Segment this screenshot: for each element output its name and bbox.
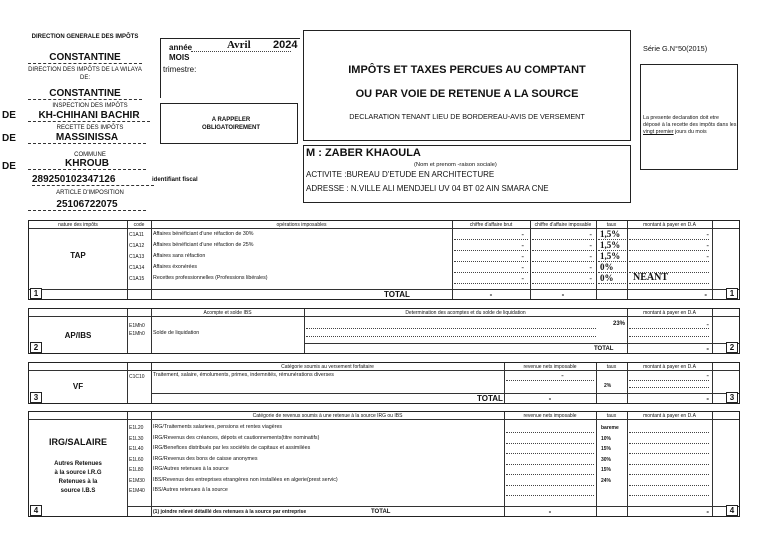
tap-row-code: C1A12	[129, 243, 145, 249]
margin-number-3: 3	[726, 392, 738, 403]
period-box	[160, 38, 300, 98]
irg-row-code: E1M40	[129, 488, 145, 494]
vf-header-categorie: Catégorie soumis au versement forfaitaire	[281, 364, 374, 370]
notice-box	[640, 64, 738, 170]
trimestre-label: trimestre:	[163, 65, 197, 74]
tap-row-montant: -	[706, 230, 709, 239]
col-nature: nature des impôts	[58, 222, 98, 228]
irg-label-retenues: Retenues à la	[58, 479, 98, 485]
vf-total-revenue: -	[548, 394, 552, 403]
irg-row-taux: 15%	[601, 467, 612, 473]
tap-row-brut: -	[521, 252, 524, 261]
inspection-value: KH-CHIHANI BACHIR	[28, 110, 150, 122]
form-title-line2: OU PAR VOIE DE RETENUE A LA SOURCE	[355, 88, 579, 100]
ap-header-determination: Determination des acomptes et du solde de liquidation	[405, 310, 526, 316]
vf-revenue: -	[561, 371, 564, 380]
irg-row-operation: IRG/Benefices distribués par les sociétés de capitaux et assimilées	[153, 445, 311, 451]
contributor-name-caption: (Nom et prenom -raison sociale)	[414, 162, 497, 168]
tap-row-montant: -	[706, 252, 709, 261]
tap-row-taux: 1,5%	[600, 240, 621, 250]
tap-row-brut: -	[521, 263, 524, 272]
irg-footnote: (1) joindre relevé détaillé des retenues à la source par entreprise	[153, 509, 307, 515]
section-number-4: 4	[30, 505, 42, 516]
tap-row-taux: 0%	[600, 273, 614, 283]
vf-taux: 2%	[604, 383, 612, 389]
irg-row-taux: 15%	[601, 446, 612, 452]
irg-row-code: E1L20	[129, 425, 144, 431]
vf-header-revenue: revenue nets imposable	[523, 364, 577, 370]
tap-row-code: C1A11	[129, 232, 144, 238]
vf-code: C1C10	[129, 374, 145, 380]
inspection-label: INSPECTION DES IMPÔTS	[52, 103, 128, 109]
ap-total-label: TOTAL	[594, 346, 614, 352]
direction-generale-value: CONSTANTINE	[28, 52, 142, 64]
irg-label-irg: à la source I.R.G	[54, 470, 102, 476]
irg-header-montant: montant à payer en D.A	[643, 413, 696, 419]
vf-total-label: TOTAL	[477, 394, 503, 403]
tap-section	[28, 220, 740, 300]
irg-label-autres: Autres Retenues	[54, 461, 102, 467]
tap-row-operation: Recettes professionnelles (Professions libérales)	[153, 275, 268, 281]
inspection-de: DE	[2, 110, 16, 121]
tap-row-imposable: -	[589, 263, 592, 272]
contributor-activity: ACTIVITE :BUREAU D'ETUDE EN ARCHITECTURE	[306, 170, 495, 179]
form-title-box	[303, 30, 631, 141]
contributor-name: M : ZABER KHAOULA	[306, 147, 421, 159]
identifiant-fiscal-label: identifiant fiscal	[152, 177, 198, 183]
irg-row-code: E1L80	[129, 467, 144, 473]
ap-label: AP/IBS	[64, 331, 92, 340]
irg-header-revenue: revenue nets imposable	[523, 413, 577, 419]
irg-row-operation: IBS/Autres retenues à la source	[153, 487, 228, 493]
margin-number-1: 1	[726, 288, 738, 299]
margin-number-4: 4	[726, 505, 738, 516]
tap-row-taux: 1,5%	[600, 251, 621, 261]
commune-value: KHROUB	[28, 158, 146, 170]
tap-row-brut: -	[521, 274, 524, 283]
ap-code-2: E1Mh0	[129, 331, 145, 337]
annee-label: année	[169, 43, 193, 52]
ap-code-1: E1Mh0	[129, 323, 145, 329]
form-subtitle: DECLARATION TENANT LIEU DE BORDEREAU-AVIS DE VERSEMENT	[349, 112, 585, 121]
tap-row-montant: -	[706, 241, 709, 250]
ap-taux: 23%	[612, 321, 625, 327]
col-operations: opérations imposables	[276, 222, 327, 228]
ap-ibs-section	[28, 308, 740, 354]
margin-number-2: 2	[726, 342, 738, 353]
irg-total-label: TOTAL	[371, 509, 391, 515]
tap-row-taux: 0%	[600, 262, 614, 272]
irg-row-operation: IBS/Revenus des entreprises etrangères non installées en algerie(prest servic)	[153, 476, 338, 483]
tap-total-montant: -	[704, 290, 707, 299]
recette-label: RECETTE DES IMPÔTS	[56, 125, 124, 131]
vf-header-montant: montant à payer en D.A	[643, 364, 696, 370]
annee-month: Avril	[227, 39, 251, 51]
irg-row-operation: IRG/Traitements salariees, pensions et rentes viagères	[153, 424, 283, 430]
notice-text: La presente declaration doit etre déposé à la recette des impôts dans les vingt premier jours du mois	[643, 115, 737, 135]
ap-op: Solde de liquidation	[153, 330, 200, 336]
tap-row-taux: 1,5%	[600, 229, 621, 239]
annee-year: 2024	[273, 39, 298, 51]
tap-row-operation: Affaires sans réfaction	[153, 253, 206, 259]
recette-value: MASSINISSA	[28, 132, 146, 144]
article-label: ARTICLE D'IMPOSITION	[56, 190, 124, 196]
irg-label-ibs: source I.B.S	[60, 488, 96, 494]
section-number-1: 1	[30, 288, 42, 299]
tap-row-imposable: -	[589, 252, 592, 261]
irg-row-taux: 10%	[601, 435, 612, 442]
section-number-2: 2	[30, 342, 42, 353]
tap-row-operation: Affaires bénéficiant d'une réfaction de 25%	[153, 242, 254, 248]
serie-number: Série G.N°50(2015)	[643, 44, 708, 53]
tap-row-brut: -	[521, 230, 524, 239]
tap-row-imposable: -	[589, 230, 592, 239]
irg-row-taux: 24%	[601, 477, 612, 484]
vf-label: VF	[72, 382, 84, 391]
col-code: code	[133, 222, 145, 228]
vf-total-montant: -	[706, 394, 709, 403]
identifiant-fiscal-value: 289250102347126	[32, 174, 154, 186]
col-ca-brut: chiffre d'affaire brut	[469, 222, 513, 228]
irg-header-taux: taux	[606, 413, 617, 419]
irg-total-revenue: -	[548, 507, 552, 516]
tap-total-brut: -	[489, 290, 493, 299]
irg-header-categorie: Catégorie de revenus soumis à une retenue à la source IRG ou IBS	[252, 413, 403, 419]
tap-label: TAP	[70, 251, 86, 260]
vf-section	[28, 362, 740, 404]
vf-op: Traitement, salaire, émoluments, primes, indemnités, rémunérations diverses	[153, 372, 334, 378]
direction-generale-label: DIRECTION GENERALE DES IMPÔTS	[31, 34, 139, 40]
irg-row-code: E1L40	[129, 446, 144, 452]
tap-total-label: TOTAL	[384, 290, 410, 299]
tap-row-brut: -	[521, 241, 524, 250]
tap-row-code: C1A14	[129, 265, 145, 271]
article-value: 25106722075	[28, 199, 146, 211]
direction-wilaya-label: DIRECTION DES IMPÔTS DE LA WILAYA DE:	[28, 67, 142, 81]
irg-row-code: E1M30	[129, 477, 145, 484]
irg-label: IRG/SALAIRE	[48, 437, 107, 447]
mois-label: MOIS	[169, 53, 190, 62]
ap-header-montant: montant à payer en D.A	[643, 310, 696, 316]
section-number-3: 3	[30, 392, 42, 403]
form-title-line1: IMPÔTS ET TAXES PERCUES AU COMPTANT	[348, 64, 586, 76]
col-montant: montant à payer en D.A	[643, 222, 696, 228]
rappeler-text: A RAPPELER OBLIGATOIREMENT	[201, 117, 261, 131]
rappeler-box	[160, 103, 298, 144]
irg-row-operation: IRG/Revenus des créances, dépots et cautionnements(titre nominatifs)	[153, 434, 320, 441]
ap-header-acompte: Acompte et solde IBS	[203, 310, 252, 316]
ap-total-montant: -	[706, 344, 709, 353]
col-ca-imposable: chiffre d'affaire imposable	[534, 222, 592, 228]
irg-total-montant: -	[706, 507, 709, 516]
irg-row-operation: IRG/Revenus des bons de caisse anonymes	[153, 455, 258, 462]
irg-row-operation: IRG/Autres retenues à la source	[153, 466, 229, 472]
irg-row-code: E1L60	[129, 456, 144, 463]
vf-header-taux: taux	[606, 364, 617, 370]
vf-montant: -	[706, 371, 709, 380]
tap-row-operation: Affaires éxonérées	[153, 264, 198, 270]
ap-montant: -	[706, 320, 709, 329]
commune-label: COMMUNE	[74, 152, 106, 158]
tap-row-code: C1A13	[129, 254, 145, 260]
irg-section	[28, 411, 740, 517]
tap-row-imposable: -	[589, 241, 592, 250]
irg-row-taux: 30%	[601, 456, 612, 463]
tap-row-operation: Affaires bénéficiant d'une réfaction de 30%	[153, 231, 254, 237]
tap-row-code: C1A15	[129, 276, 145, 282]
contributor-box	[303, 145, 631, 203]
irg-row-code: E1L30	[129, 435, 144, 442]
direction-wilaya-value: CONSTANTINE	[28, 88, 142, 100]
recette-de: DE	[2, 133, 16, 144]
commune-de: DE	[2, 161, 16, 172]
tap-row-montant: NEANT	[633, 272, 669, 283]
col-taux: taux	[606, 222, 617, 228]
tap-row-imposable: -	[589, 274, 592, 283]
tap-total-imp: -	[561, 290, 565, 299]
contributor-address: ADRESSE : N.VILLE ALI MENDJELI UV 04 BT 02 AIN SMARA CNE	[306, 184, 549, 193]
irg-row-taux: bareme	[601, 425, 619, 431]
